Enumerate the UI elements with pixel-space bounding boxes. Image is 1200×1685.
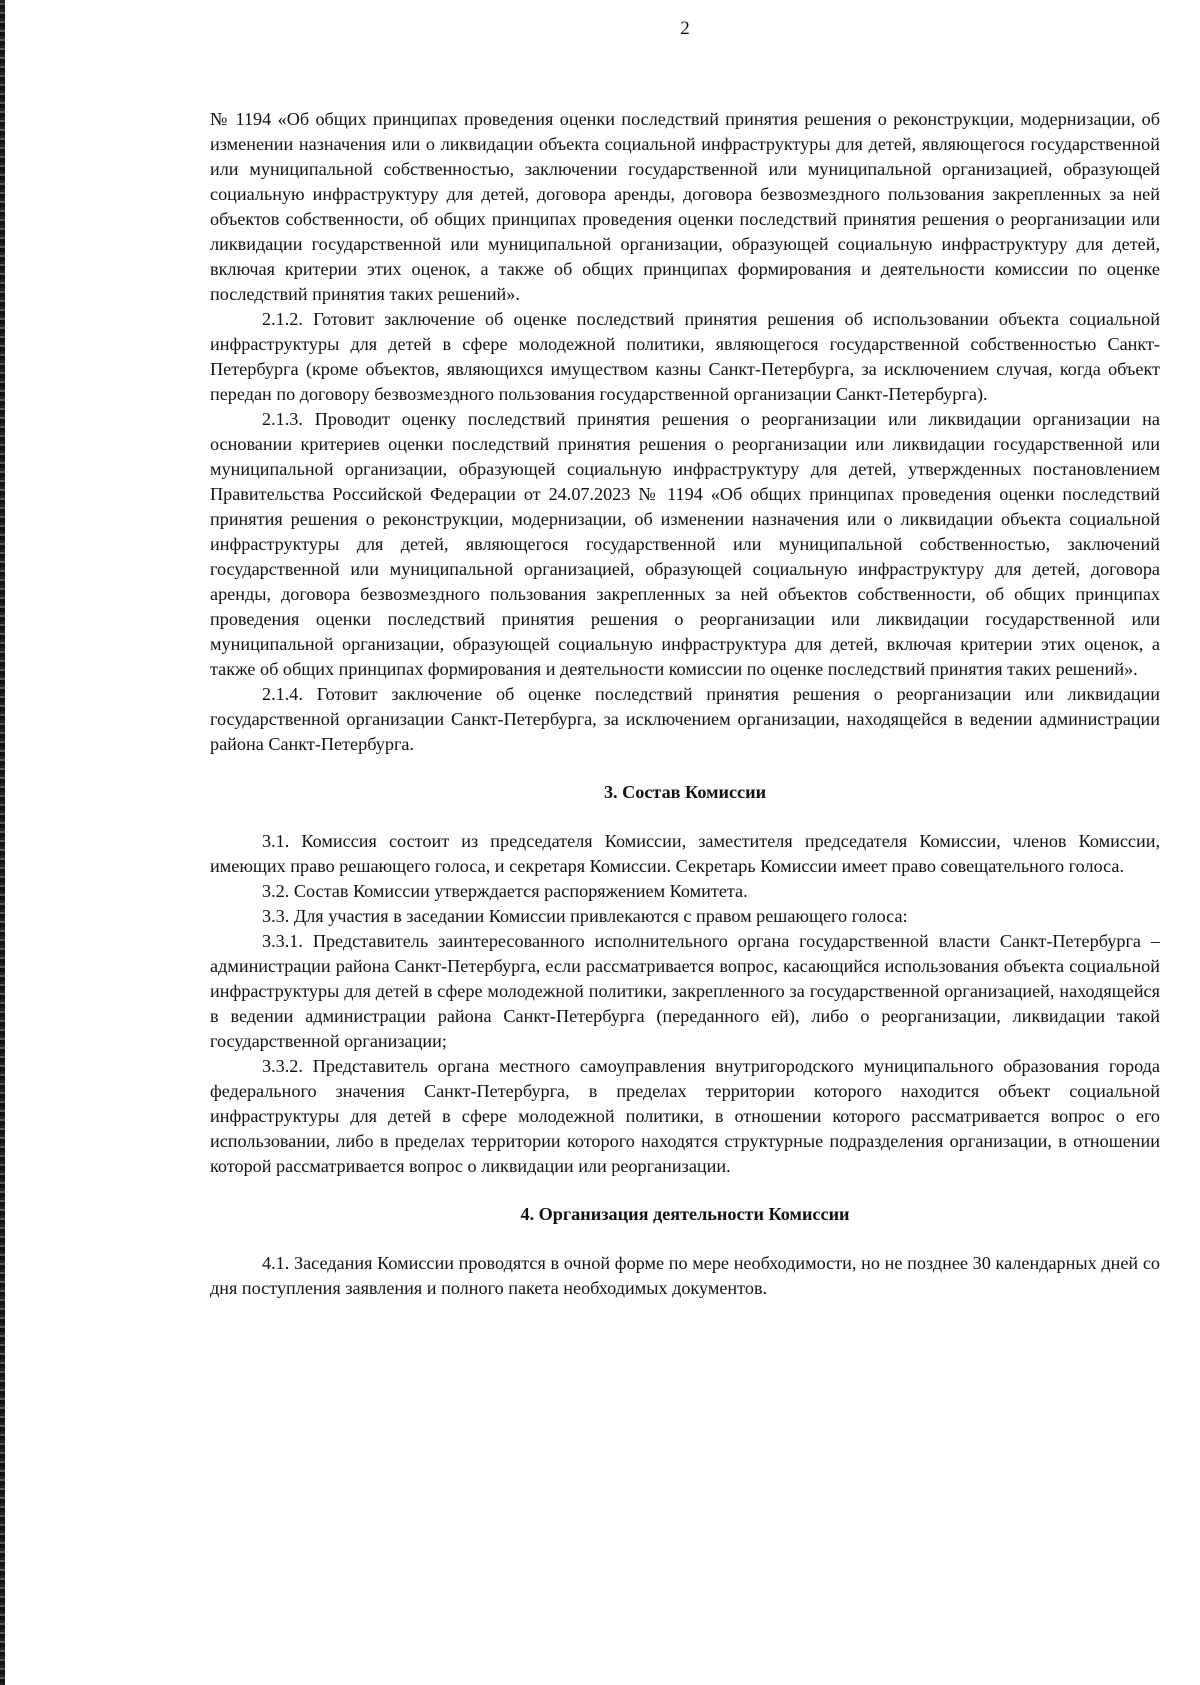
paragraph-3-3: 3.3. Для участия в заседании Комиссии привлекаются с правом решающего голоса: — [262, 906, 908, 926]
paragraph-2-1-4: 2.1.4. Готовит заключение об оценке последствий принятия решения о реорганизации или ликвидации государственной организации Санкт-Петербурга, за исключением организации, находящейся в ведении администрации района Санкт-Петербурга. — [210, 684, 1160, 754]
section-3-heading: 3. Состав Комиссии — [603, 782, 767, 802]
paragraph-2-1-2: 2.1.2. Готовит заключение об оценке последствий принятия решения об использовании объекта социальной инфраструктуры для детей в сфере молодежной политики, являющегося государственной собственностью Санкт-Петербурга (кроме объектов, являющихся имуществом казны Санкт-Петербурга, за исключением случая, когда объект передан по договору безвозмездного пользования государственной организации Санкт-Петербурга). — [210, 309, 1160, 404]
scan-left-edge — [0, 0, 5, 1685]
paragraph-2-1-3: 2.1.3. Проводит оценку последствий принятия решения о реорганизации или ликвидации организации на основании критериев оценки последствий принятия решения о реорганизации или ликвидации государственной или муниципальной организации, образующей социальную инфраструктуру для детей, утвержденных постановлением Правительства Российской Федерации от 24.07.2023 № 1194 «Об общих принципах проведения оценки последствий принятия решения о реконструкции, модернизации, об изменении назначения или о ликвидации объекта социальной инфраструктуры для детей, являющегося государственной или муниципальной собственностью, заключений государственной или муниципальной организацией, образующей социальную инфраструктуру для детей, договора аренды, договора безвозмездного пользования закрепленных за ней объектов собственности, об общих принципах проведения оценки последствий принятия решения о реорганизации или ликвидации государственной или муниципальной организации, образующей социальную инфраструктура для детей, включая критерии этих оценок, а также об общих принципах формирования и деятельности комиссии по оценке последствий принятия таких решений». — [210, 409, 1160, 679]
paragraph-continuation-1194: № 1194 «Об общих принципах проведения оценки последствий принятия решения о реконструкции, модернизации, об изменении назначения или о ликвидации объекта социальной инфраструктуры для детей, являющегося государственной или муниципальной собственностью, заключении государственной или муниципальной организацией, образующей социальную инфраструктуру для детей, договора аренды, договора безвозмездного пользования закрепленных за ней объектов собственности, об общих принципах проведения оценки последствий принятия решения о реорганизации или ликвидации государственной или муниципальной организации, образующей социальную инфраструктуру для детей, включая критерии этих оценок, а также об общих принципах формирования и деятельности комиссии по оценке последствий принятия таких решений». — [210, 109, 1160, 304]
paragraph-3-2: 3.2. Состав Комиссии утверждается распоряжением Комитета. — [262, 881, 748, 901]
section-4-heading: 4. Организация деятельности Комиссии — [520, 1204, 850, 1224]
paragraph-4-1: 4.1. Заседания Комиссии проводятся в очной форме по мере необходимости, но не позднее 30 календарных дней со дня поступления заявления и полного пакета необходимых документов. — [210, 1253, 1160, 1298]
paragraph-3-1: 3.1. Комиссия состоит из председателя Комиссии, заместителя председателя Комиссии, членов Комиссии, имеющих право решающего голоса, и секретаря Комиссии. Секретарь Комиссии имеет право совещательного голоса. — [210, 831, 1160, 876]
page-number: 2 — [680, 18, 690, 39]
document-body — [210, 107, 1160, 1301]
paragraph-3-3-2: 3.3.2. Представитель органа местного самоуправления внутригородского муниципального образования города федерального значения Санкт-Петербурга, в пределах территории которого находится объект социальной инфраструктуры для детей в сфере молодежной политики, в отношении которого рассматривается вопрос о его использовании, либо в пределах территории которого находятся структурные подразделения организации, в отношении которой рассматривается вопрос о ликвидации или реорганизации. — [210, 1056, 1160, 1176]
paragraph-3-3-1: 3.3.1. Представитель заинтересованного исполнительного органа государственной власти Санкт-Петербурга – администрации района Санкт-Петербурга, если рассматривается вопрос, касающийся использования объекта социальной инфраструктуры для детей в сфере молодежной политики, закрепленного за государственной организацией, находящейся в ведении администрации района Санкт-Петербурга (переданного ей), либо о реорганизации, ликвидации такой государственной организации; — [210, 931, 1160, 1051]
